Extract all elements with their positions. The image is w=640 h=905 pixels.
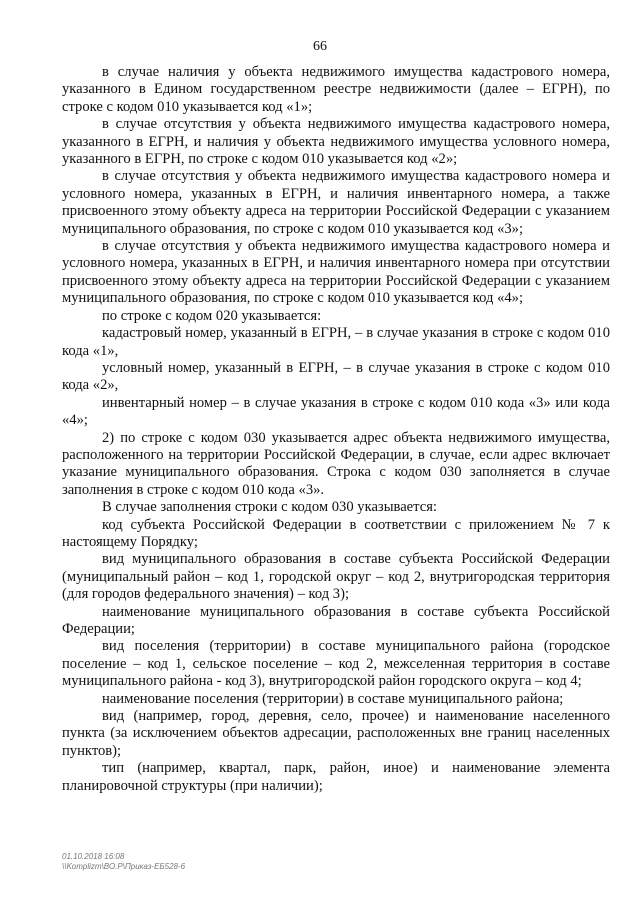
paragraph: наименование поселения (территории) в составе муниципального района; xyxy=(102,690,564,707)
footer-file-path: \\Komplizm\ВО.P\Приказ-ЕБ528-6 xyxy=(62,862,186,871)
paragraph: по строке с кодом 020 указывается: xyxy=(102,307,322,324)
footer-timestamp: 01.10.2018 16:08 xyxy=(62,852,125,861)
paragraph: 2) по строке с кодом 030 указывается адрес объекта недвижимого имущества, расположенного на территории Российской Федерации, в случае, если адрес включает указание муниципального образования. Строка с кодом 030 заполняется в случае заполнения в строке с кодом 010 кода «3». xyxy=(62,429,610,498)
paragraph: в случае наличия у объекта недвижимого имущества кадастрового номера, указанного в Едином государственном реестре недвижимости (далее – ЕГРН), по строке с кодом 010 указывается код «1»; xyxy=(62,64,610,115)
paragraph: инвентарный номер – в случае указания в строке с кодом 010 кода «3» или кода «4»; xyxy=(62,394,610,429)
paragraph: условный номер, указанный в ЕГРН, – в случае указания в строке с кодом 010 кода «2», xyxy=(62,359,610,394)
paragraph: вид (например, город, деревня, село, прочее) и наименование населенного пункта (за исключением объектов адресации, расположенных вне границ населенных пунктов); xyxy=(62,708,610,759)
document-body xyxy=(62,64,610,795)
paragraph: кадастровый номер, указанный в ЕГРН, – в случае указания в строке с кодом 010 кода «1», xyxy=(62,325,610,359)
paragraph: вид муниципального образования в составе субъекта Российской Федерации (муниципальный район – код 1, городской округ – код 2, внутригородская территория (для городов федерального значения) – код 3); xyxy=(62,551,610,603)
paragraph: в случае отсутствия у объекта недвижимого имущества кадастрового номера и условного номера, указанных в ЕГРН, и наличия инвентарного номера, а также присвоенного этому объекту адреса на территории Российской Федерации с указанием муниципального образования, по строке с кодом 010 указывается код «3»; xyxy=(62,168,610,237)
footer-stamp xyxy=(62,852,185,872)
paragraph: наименование муниципального образования в составе субъекта Российской Федерации; xyxy=(62,603,610,637)
paragraph: в случае отсутствия у объекта недвижимого имущества кадастрового номера, указанного в ЕГРН, и наличия у объекта недвижимого имущества условного номера, указанного в ЕГРН, по строке с кодом 010 указывается код «2»; xyxy=(62,116,610,168)
page-number: 66 xyxy=(313,39,327,54)
paragraph: код субъекта Российской Федерации в соответствии с приложением № 7 к настоящему Порядку; xyxy=(62,516,610,550)
paragraph: вид поселения (территории) в составе муниципального района (городское поселение – код 1, сельское поселение – код 2, межселенная территория в составе муниципального района - код 3), внутригородской район городского округа – код 4; xyxy=(62,638,610,690)
paragraph: В случае заполнения строки с кодом 030 указывается: xyxy=(102,499,437,516)
paragraph: в случае отсутствия у объекта недвижимого имущества кадастрового номера и условного номера, указанных в ЕГРН, и наличия инвентарного номера при отсутствии присвоенного этому объекту адреса на территории Российской Федерации с указанием муниципального образования, по строке с кодом 010 указывается код «4»; xyxy=(62,238,610,307)
paragraph: тип (например, квартал, парк, район, иное) и наименование элемента планировочной структуры (при наличии); xyxy=(62,760,610,794)
